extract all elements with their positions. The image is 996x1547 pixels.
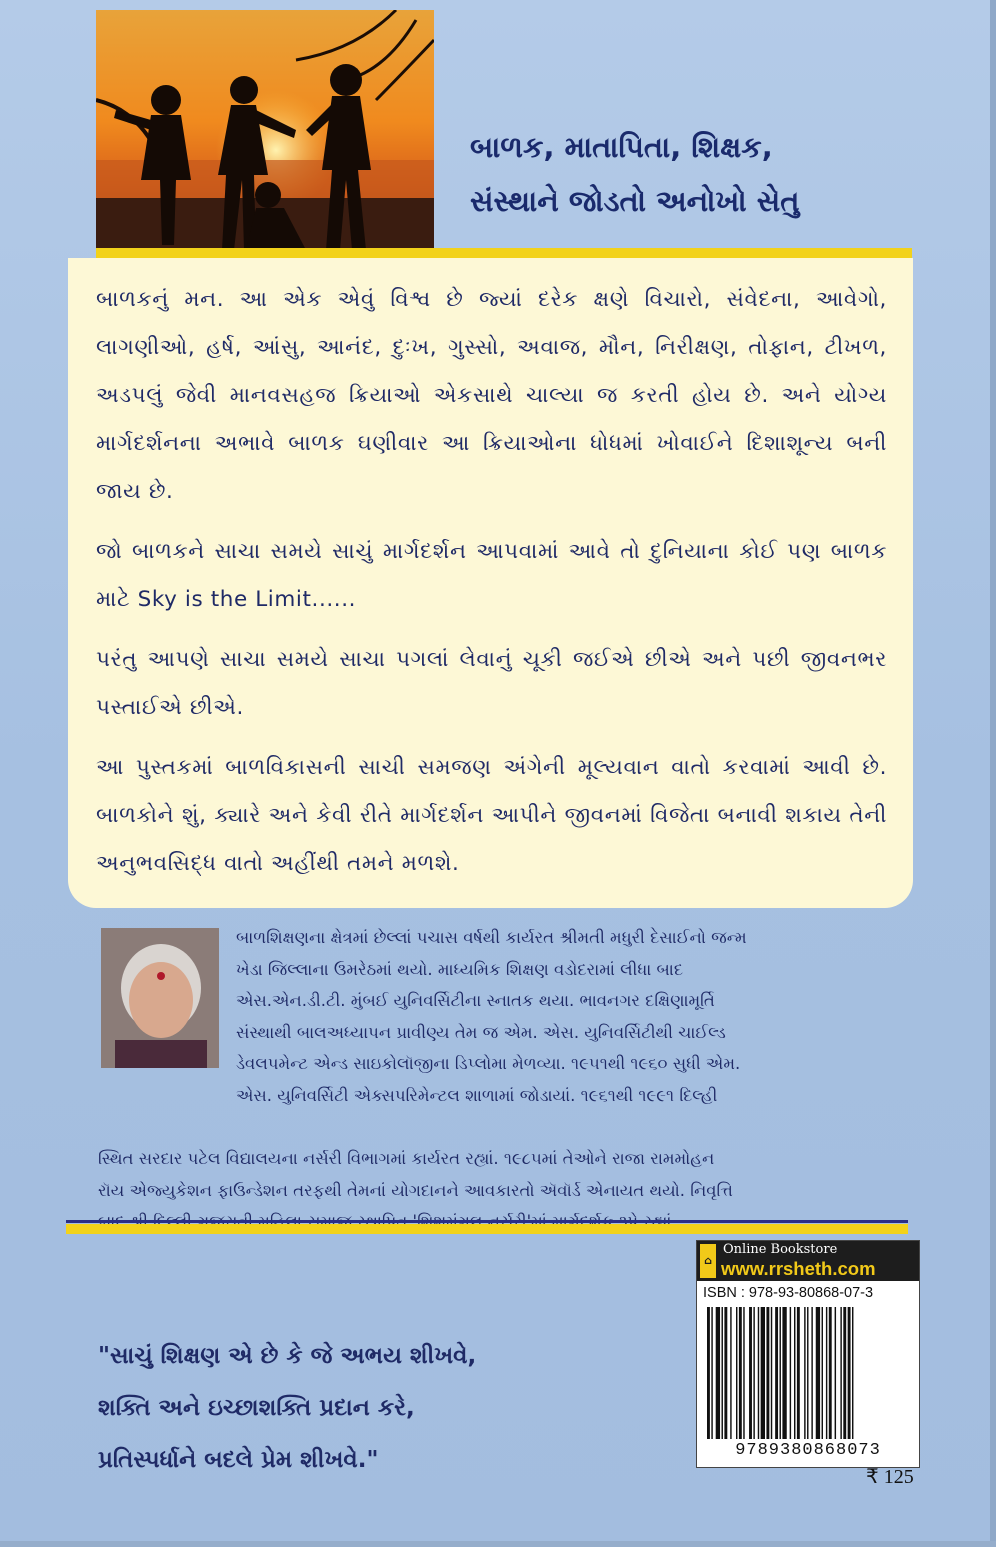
barcode-bar bbox=[758, 1307, 759, 1439]
quote-line-3: પ્રતિસ્પર્ધાને બદલે પ્રેમ શીખવે." bbox=[98, 1447, 379, 1473]
cover-edge-shadow bbox=[990, 0, 996, 1547]
quote-line-1: "સાચું શિક્ષણ એ છે કે જે અભય શીખવે, bbox=[98, 1343, 477, 1369]
tagline-line-1: બાળક, માતાપિતા, શિક્ષક, bbox=[470, 130, 773, 164]
barcode-bar bbox=[804, 1307, 805, 1439]
barcode-bar bbox=[736, 1307, 737, 1439]
tagline bbox=[470, 120, 910, 228]
author-bio-wrapped bbox=[236, 922, 882, 1111]
tagline-line-2: સંસ્થાને જોડતો અનોખો સેતુ bbox=[470, 184, 800, 218]
barcode-bar bbox=[775, 1307, 778, 1439]
author-bio-line: ડેવલપમેન્ટ એન્ડ સાઇકોલૉજીના ડિપ્લોમા મેળવ્યા. ૧૯૫૧થી ૧૯૬૦ સુધી એમ. bbox=[236, 1054, 741, 1073]
barcode-bar bbox=[843, 1307, 846, 1439]
barcode-bar bbox=[790, 1307, 791, 1439]
barcode-bar bbox=[829, 1307, 832, 1439]
barcode-bar bbox=[739, 1307, 742, 1439]
bookstore-url: www.rrsheth.com bbox=[721, 1258, 876, 1279]
author-photo bbox=[101, 928, 219, 1068]
barcode-block bbox=[696, 1240, 920, 1468]
barcode-bar bbox=[794, 1307, 795, 1439]
quote bbox=[98, 1330, 476, 1486]
barcode-bar bbox=[780, 1307, 781, 1439]
barcode-bar bbox=[761, 1307, 765, 1439]
author-bio-line: ખેડા જિલ્લાના ઉમરેઠમાં થયો. માધ્યમિક શિક્ષણ વડોદરામાં લીધા બાદ bbox=[236, 959, 684, 979]
barcode-bar bbox=[811, 1307, 812, 1439]
barcode-bar bbox=[835, 1307, 836, 1439]
barcode-bar bbox=[822, 1307, 823, 1439]
barcode-bar bbox=[840, 1307, 841, 1439]
blurb-paragraph-1: બાળકનું મન. આ એક એવું વિશ્વ છે જ્યાં દરેક ક્ષણે વિચારો, સંવેદના, આવેગો, લાગણીઓ, હર્ષ, આંસુ, આનંદ, દુઃખ, ગુસ્સો, અવાજ, મૌન, નિરીક્ષણ, તોફાન, ટીખળ, અડપલું જેવી માનવસહજ ક્રિયાઓ એકસાથે ચાલ્યા જ કરતી હોય છે. અને યોગ્ય માર્ગદર્શનના અભાવે બાળક ઘણીવાર આ ક્રિયાઓના ધોધમાં ખોવાઈને દિશાશૂન્ય બની જાય છે. bbox=[96, 287, 887, 504]
price: ₹ 125 bbox=[866, 1466, 914, 1488]
author-bio-line: સ્થિત સરદાર પટેલ વિદ્યાલયના નર્સરી વિભાગમાં કાર્યરત રહ્યાં. ૧૯૮૫માં તેઓને રાજા રામમોહન bbox=[98, 1149, 715, 1168]
bookstore-banner bbox=[697, 1241, 919, 1281]
barcode-bar bbox=[766, 1307, 769, 1439]
barcode-bar bbox=[749, 1307, 752, 1439]
barcode-bar bbox=[771, 1307, 772, 1439]
barcode-bar bbox=[743, 1307, 744, 1439]
blurb-paragraph-4: આ પુસ્તકમાં બાળવિકાસની સાચી સમજણ અંગેની મૂલ્યવાન વાતો કરવામાં આવી છે. બાળકોને શું, ક્યારે અને કેવી રીતે માર્ગદર્શન આપીને જીવનમાં વિજેતા બનાવી શકાય તેની અનુભવસિદ્ધ વાતો અહીંથી તમને મળશે. bbox=[96, 755, 887, 876]
barcode-bar bbox=[797, 1307, 800, 1439]
yellow-stripe-top bbox=[96, 248, 912, 258]
barcode bbox=[707, 1307, 909, 1439]
barcode-bar bbox=[782, 1307, 786, 1439]
author-bio-line: બાળશિક્ષણના ક્ષેત્રમાં છેલ્લાં પચાસ વર્ષથી કાર્યરત શ્રીમતી મધુરી દેસાઈનો જન્મ bbox=[236, 928, 747, 947]
quote-line-2: શક્તિ અને ઇચ્છાશક્તિ પ્રદાન કરે, bbox=[98, 1395, 415, 1421]
barcode-bar bbox=[848, 1307, 851, 1439]
author-bio-line: રૉય એજ્યુકેશન ફાઉન્ડેશન તરફથી તેમનાં યોગદાનને આવકારતો ઍવૉર્ડ એનાયત થયો. નિવૃત્તિ bbox=[98, 1180, 733, 1200]
barcode-bar bbox=[707, 1307, 710, 1439]
barcode-number: 9789380868073 bbox=[735, 1441, 881, 1460]
navy-stripe-bottom bbox=[66, 1220, 908, 1223]
bookstore-logo-icon: ⌂ bbox=[700, 1244, 716, 1278]
barcode-bar bbox=[852, 1307, 853, 1439]
barcode-bar bbox=[722, 1307, 723, 1439]
children-sunset-photo bbox=[96, 10, 434, 258]
barcode-bar bbox=[711, 1307, 712, 1439]
author-bio-line: એસ. યુનિવર્સિટી એક્સપરિમેન્ટલ શાળામાં જોડાયાં. ૧૯૬૧થી ૧૯૯૧ દિલ્હી bbox=[236, 1085, 718, 1105]
barcode-bar bbox=[826, 1307, 827, 1439]
barcode-bar bbox=[753, 1307, 754, 1439]
barcode-bar bbox=[724, 1307, 727, 1439]
author-bio-line: એસ.એન.ડી.ટી. મુંબઈ યુનિવર્સિટીના સ્નાતક થયા. ભાવનગર દક્ષિણામૂર્તિ bbox=[236, 991, 715, 1010]
blurb-paragraph-2: જો બાળકને સાચા સમયે સાચું માર્ગદર્શન આપવામાં આવે તો દુનિયાના કોઈ પણ બાળક માટે Sky is the Limit...... bbox=[96, 539, 887, 612]
isbn: ISBN : 978-93-80868-07-3 bbox=[703, 1285, 874, 1301]
yellow-stripe-bottom bbox=[66, 1224, 908, 1234]
blurb-box bbox=[68, 258, 913, 908]
barcode-bar bbox=[716, 1307, 720, 1439]
bookstore-label: Online Bookstore bbox=[723, 1242, 838, 1257]
author-bio-line: સંસ્થાથી બાલઅધ્યાપન પ્રાવીણ્ય તેમ જ એમ. એસ. યુનિવર્સિટીથી ચાઈલ્ડ bbox=[236, 1022, 726, 1042]
cover-bottom-edge bbox=[0, 1541, 996, 1547]
barcode-bar bbox=[730, 1307, 731, 1439]
barcode-bar bbox=[816, 1307, 820, 1439]
blurb-paragraph-3: પરંતુ આપણે સાચા સમયે સાચા પગલાં લેવાનું ચૂકી જઈએ છીએ અને પછી જીવનભર પસ્તાઈએ છીએ. bbox=[96, 647, 887, 720]
barcode-bar bbox=[807, 1307, 808, 1439]
